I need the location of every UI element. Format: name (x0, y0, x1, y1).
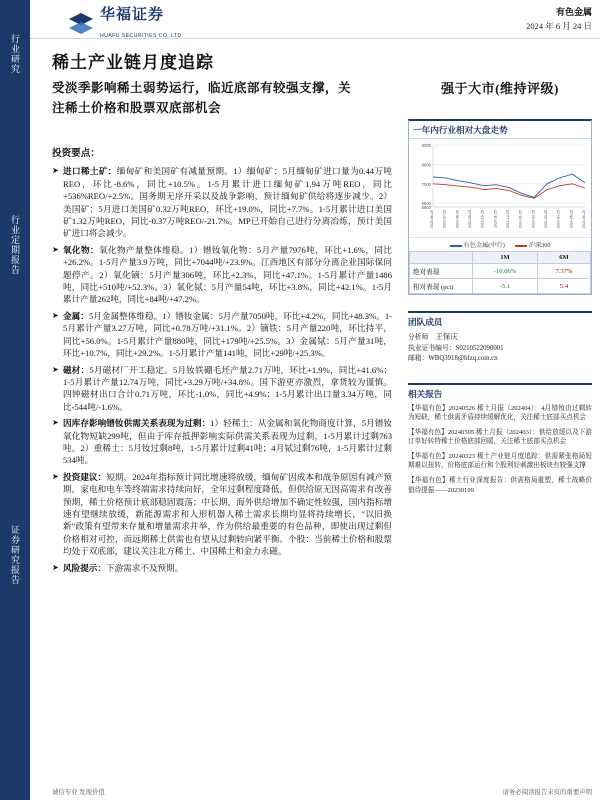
paragraph-text: 下游需求不及预期。 (105, 562, 184, 573)
svg-text:2024-01-25: 2024-01-25 (518, 210, 523, 229)
paragraph-text: 氧化物产量整体维稳。1）镨钕氧化物：5月产量7976吨，环比+1.6%，同比+26.2%。1-5月产量3.9万吨，同比+7044吨/+23.9%。江西地区有部分分离企业国际保问题停产。2）氧化镝：5月产量306吨，环比+2.3%，同比+47.1%。1-5月累计产量1486吨，同比+510吨/+52.3%。3）氧化铽：5月产量54吨，环比+3.8%，同比+42.1%。1-5月累计产量262吨，同比+84吨/+47.2%。 (63, 244, 392, 305)
rel-1m: -5.1 (473, 279, 538, 294)
svg-text:6000: 6000 (421, 201, 431, 207)
svg-text:2024-03-25: 2024-03-25 (544, 210, 548, 229)
sector-label: 有色金属 (555, 7, 592, 17)
analyst-license: 执业证书编号：S0210522090001 (408, 344, 504, 352)
investment-point-paragraph (52, 165, 392, 239)
chart-legend (409, 237, 591, 251)
investment-point-paragraph (52, 364, 392, 414)
col-6m: 6M (538, 252, 591, 264)
rail-label-periodic-report (0, 215, 30, 278)
relative-performance-chart (409, 139, 591, 237)
bullet-icon: ➤ (52, 310, 59, 320)
performance-table (409, 251, 591, 294)
related-reports-section (408, 383, 592, 496)
brand-logo (68, 6, 183, 42)
paragraph-text: 缅甸矿和美国矿有减量预期。1）缅甸矿：5月缅甸矿进口量为0.44万吨REO，环比-8.6%，同比+10.5%。1-5月累计进口缅甸矿1.94万吨REO，同比+536%REO/+2.5%。国务期无序开采以及战争影响，预计缅甸矿供给将逐步减少。2）美国矿：5月进口美国矿0.32万吨REO，环比+19.0%，同比+7.7%。1-5月累计进口美国矿1.32万吨REO，同比-0.37万吨REO/-21.7%。MP已开始自己进行分离冶炼，预计美国矿进口将会减少。 (63, 166, 392, 239)
paragraph-lead: 进口稀土矿： (63, 166, 117, 177)
row-label-relative: 相对表现 (pct) (410, 279, 473, 294)
header-meta (526, 5, 592, 33)
svg-text:2023-09-25: 2023-09-25 (468, 210, 472, 229)
report-date: 2024 年 6 月 24 日 (526, 21, 592, 31)
paragraph-text: 5月磁材厂开工稳定。5月钕铁硼毛坯产量2.71万吨，环比+1.9%，同比+41.6%；1-5月累计产量12.74万吨，同比+3.29万吨/+34.8%。国下游更亦激烈，拿货较为谨慎。四钟磁材出口合计0.71万吨，环比-1.0%，同比+4.9%；1-5月累计出口量3.34万吨，同比-544吨/-1.6%。 (63, 364, 392, 412)
footer-left: 诚信专业 发现价值 (52, 789, 105, 796)
abs-6m: 7.37% (538, 264, 591, 279)
investment-point-paragraph (52, 310, 392, 360)
brand-text-block (100, 6, 183, 42)
svg-text:2023-08-25: 2023-08-25 (455, 210, 460, 229)
rail-label-securities-research (0, 525, 30, 588)
related-report-item[interactable]: 【华福有色】20240323 稀土产业链月度追踪：供需紧张格局短期难以扭转，价格底部运行和个股利好刺激出板块有较强支撑 (408, 452, 592, 470)
paragraph-list (52, 165, 392, 574)
paragraph-text: 短期，2024年指标预计同比增速将放缓，缅甸矿因成本和战争原因有减产预期，家电和电车等终端需求持续向好，全年过剩程度降低，但供给原无因高需求有改善预期，稀土价格预计底部稳固震荡；中长期，海外供给增加不确定性较强，国内指标增速有望继续放缓，新能源需求和人形机器人稀土需求长期均显将持续增长，"以旧换新"政策有望带来存量和增量需求并举，作为供给最重要的有色品种，即使出现过剩但价格相对可控，而远期稀土供需也有望从过剩转向紧平衡。个股：当前稀土价格和股票均处于双底部，建议关注北方稀土、中国稀土和金力永磁。 (63, 471, 392, 557)
page-subtitle: 受淡季影响稀土弱势运行，临近底部有较强支撑，关注稀土价格和股票双底部机会 (52, 81, 352, 115)
legend-item-csi300 (515, 240, 551, 249)
investment-points-section (52, 148, 392, 578)
bullet-icon: ➤ (52, 418, 59, 428)
document-footer (52, 787, 592, 796)
svg-text:5800: 5800 (421, 205, 431, 210)
brand-name-cn: 华福证券 (100, 7, 165, 23)
paragraph-lead: 投资建议： (63, 471, 107, 482)
related-report-item[interactable]: 【华福有色】20240505 稀土月报（202403）：供给放缓以及下游订单好转特稀土价格底部回暖，关注稀土底部买点机会 (408, 428, 592, 446)
bullet-icon: ➤ (52, 562, 59, 572)
document-header (30, 0, 600, 39)
svg-text:2023-11-25: 2023-11-25 (493, 210, 498, 229)
footer-right: 请务必阅读报告末页的重要声明 (502, 789, 592, 796)
investment-point-paragraph (52, 562, 392, 574)
analyst-name: 王保庆 (435, 332, 458, 341)
svg-text:2023-06-25: 2023-06-25 (430, 210, 434, 229)
analyst-email[interactable]: 邮箱：WBQ3918@hfzq.com.cn (408, 355, 498, 362)
bullet-icon: ➤ (52, 364, 59, 374)
paragraph-lead: 磁材： (63, 364, 90, 375)
svg-text:2024-06-25: 2024-06-25 (582, 210, 586, 229)
table-header-row (410, 252, 591, 264)
svg-text:7000: 7000 (421, 181, 431, 187)
paragraph-lead: 氧化物： (63, 244, 100, 255)
analyst-line (408, 332, 592, 344)
svg-text:8000: 8000 (421, 162, 431, 168)
related-report-item[interactable]: 【华福有色】稀土行业深度报告：供需格局重塑，稀土战略价值待提振——20230109 (408, 477, 592, 494)
paragraph-lead: 因库存影响镨钕供需关系表现为过剩： (63, 418, 211, 429)
legend-item-industry (450, 240, 505, 249)
rail-label-securities-research-text: 证券研究报告 (10, 525, 20, 585)
abs-1m: -10.06% (473, 264, 538, 279)
investment-point-paragraph (52, 417, 392, 467)
analyst-label: 分析师 (408, 334, 429, 341)
bullet-icon: ➤ (52, 244, 59, 254)
svg-text:2024-05-25: 2024-05-25 (569, 210, 574, 229)
col-1m: 1M (473, 252, 538, 264)
related-reports-title: 相关报告 (408, 388, 443, 399)
paragraph-text: 1）轻稀土：从金属和氧化物商度计算，5月镨钕氧化物短缺299吨，但由于库存抵押影响实际供需关系表现为过剩，1-5月累计过剩763吨。2）重稀土：5月钕过剩8吨，1-5月累计过剩41吨；4月铽过剩76吨，1-5月累计过剩534吨。 (63, 418, 392, 466)
legend-label-industry: 有色金属(中行) (463, 242, 505, 249)
rail-label-industry-research (0, 34, 30, 77)
rating-badge: 强于大市(维持评级) (441, 81, 559, 96)
chart-title: 一年内行业相对大盘走势 (409, 121, 591, 139)
huafu-logo-icon (68, 12, 94, 36)
svg-text:2024-02-25: 2024-02-25 (531, 210, 536, 229)
bullet-icon: ➤ (52, 471, 59, 481)
team-section (408, 311, 592, 365)
svg-text:9000: 9000 (421, 143, 431, 148)
section-heading: 投资要点： (52, 148, 100, 159)
page-title: 稀土产业链月度追踪 (52, 53, 214, 72)
rail-label-periodic-report-text: 行业定期报告 (10, 215, 20, 275)
bullet-icon: ➤ (52, 166, 59, 176)
rail-label-industry-research-text: 行业研究 (10, 34, 20, 74)
row-label-absolute: 绝对表现 (410, 264, 473, 279)
col-blank (410, 252, 473, 264)
related-reports-list (408, 404, 592, 496)
svg-text:2023-12-25: 2023-12-25 (506, 210, 510, 229)
investment-point-paragraph (52, 244, 392, 306)
team-title: 团队成员 (408, 317, 443, 327)
table-row (410, 279, 591, 294)
sidebar-right (408, 48, 592, 500)
investment-point-paragraph (52, 471, 392, 558)
related-report-item[interactable]: 【华福有色】20240526 稀土月报（202404）：4月镨钕由过剩转为短缺，稀土供需矛盾持续缓解优化，关注稀土底部买点机会 (408, 404, 592, 422)
rel-6m: 5.4 (538, 279, 591, 294)
paragraph-text: 5月金属整体维稳。1）镨钕金属：5月产量7050吨，环比+4.2%，同比+48.3%。1-5月累计产量3.27万吨，同比+0.78万吨/+31.1%。2）镝铁：5月产量220吨，环比持平，同比+56.0%。1-5月累计产量880吨，同比+179吨/+25.5%。3）金属铽：5月产量31吨，环比+10.7%，同比+29.2%。1-5月累计产量141吨，同比+29吨/+25.3%。 (63, 310, 392, 359)
brand-name-en: HUAFU SECURITIES CO.,LTD. (100, 33, 184, 39)
svg-text:2023-10-25: 2023-10-25 (480, 210, 485, 229)
left-rail (0, 0, 30, 800)
table-row (410, 264, 591, 279)
svg-text:2023-07-25: 2023-07-25 (442, 210, 447, 229)
paragraph-lead: 金属： (63, 310, 89, 321)
legend-label-csi300: 沪深300 (528, 242, 551, 249)
relative-performance-panel (408, 119, 592, 295)
paragraph-lead: 风险提示： (63, 562, 106, 573)
svg-text:2024-04-25: 2024-04-25 (556, 210, 561, 229)
